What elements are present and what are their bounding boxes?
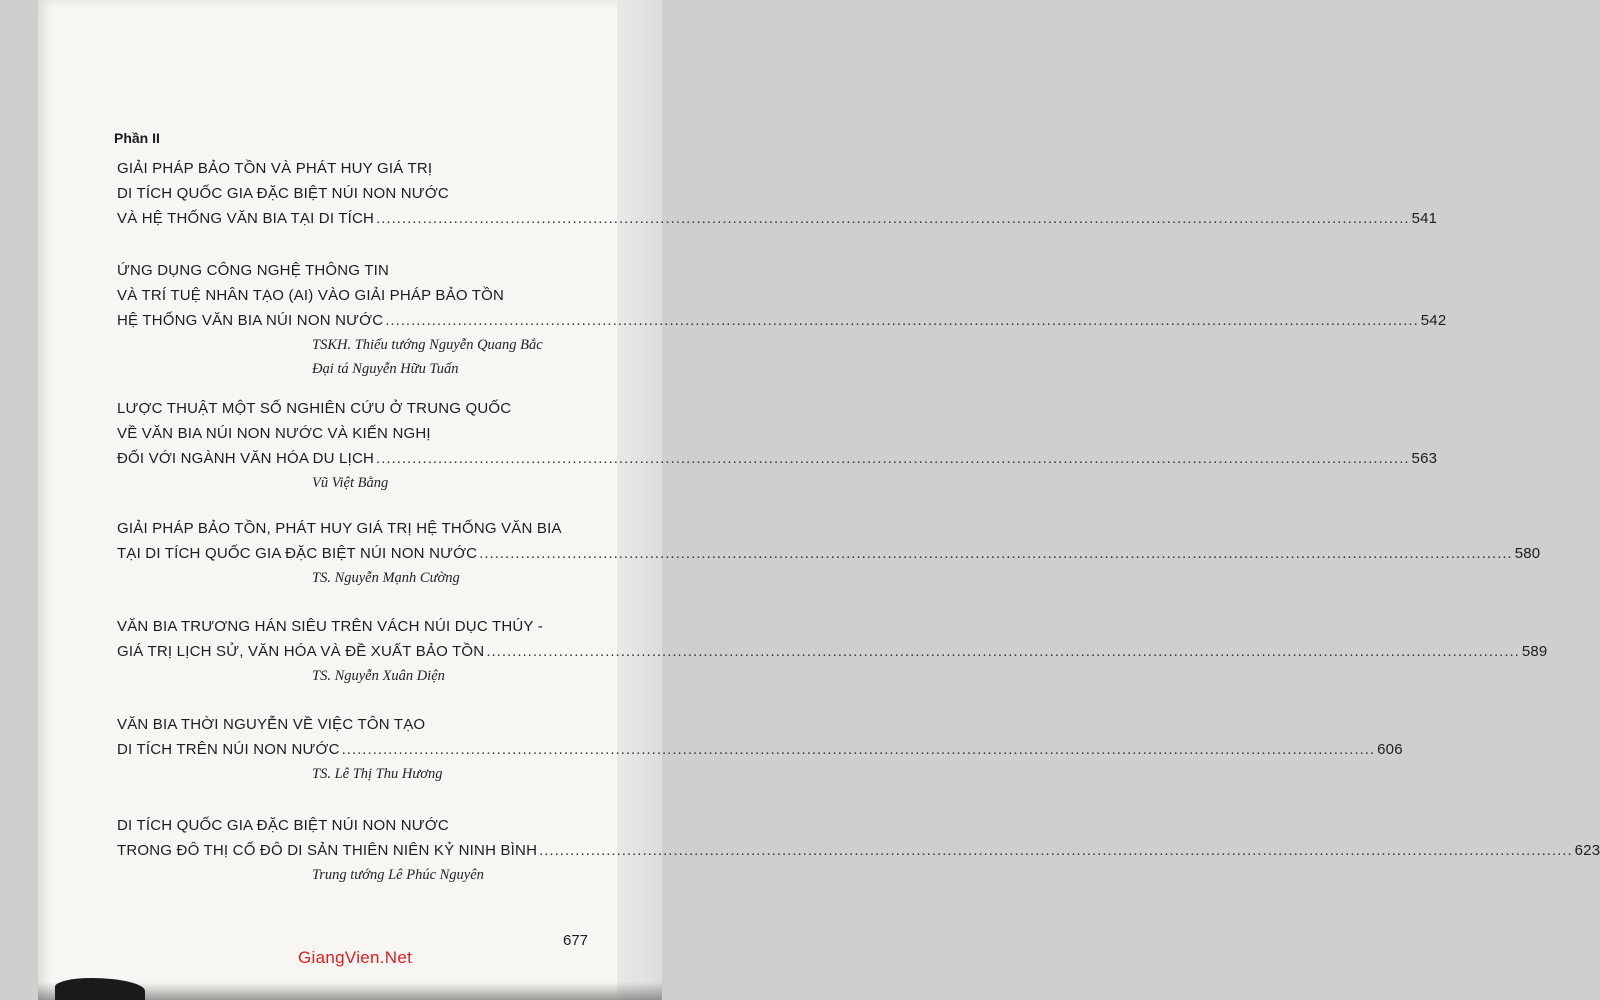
toc-entry xyxy=(117,258,1447,381)
toc-author: Trung tướng Lê Phúc Nguyên xyxy=(312,867,484,883)
toc-entry xyxy=(117,156,1438,231)
toc-title-last-line xyxy=(117,308,1447,333)
toc-entry xyxy=(117,396,1438,495)
toc-author: TS. Lê Thị Thu Hương xyxy=(312,766,443,782)
toc-title-line: VÀ HỆ THỐNG VĂN BIA TẠI DI TÍCH xyxy=(117,210,375,227)
toc-title-line: VÀ TRÍ TUỆ NHÂN TẠO (AI) VÀO GIẢI PHÁP BẢO TỒN xyxy=(117,287,505,304)
toc-title-line: ỨNG DỤNG CÔNG NGHỆ THÔNG TIN xyxy=(117,262,390,279)
toc-title-line: LƯỢC THUẬT MỘT SỐ NGHIÊN CỨU Ở TRUNG QUỐC xyxy=(117,400,512,417)
toc-author: Vũ Việt Bằng xyxy=(312,475,389,491)
toc-page-number: 606 xyxy=(1377,741,1403,758)
toc-title-line: TRONG ĐÔ THỊ CỐ ĐÔ DI SẢN THIÊN NIÊN KỶ NINH BÌNH xyxy=(117,842,538,859)
toc-title-last-line xyxy=(117,541,1541,566)
toc-title-last-line xyxy=(117,206,1438,231)
toc-title-line: DI TÍCH QUỐC GIA ĐẶC BIỆT NÚI NON NƯỚC xyxy=(117,817,449,834)
toc-title-last-line xyxy=(117,446,1438,471)
toc-page-number: 580 xyxy=(1514,545,1541,562)
dot-leader: ........................................................................................................................................................................................................ xyxy=(486,643,1520,660)
toc-title-line: GIẢI PHÁP BẢO TỒN, PHÁT HUY GIÁ TRỊ HỆ THỐNG VĂN BIA xyxy=(117,520,562,537)
toc-page-number: 542 xyxy=(1420,312,1447,329)
toc-title-line: VỀ VĂN BIA NÚI NON NƯỚC VÀ KIẾN NGHỊ xyxy=(117,425,431,442)
toc-title-line: TẠI DI TÍCH QUỐC GIA ĐẶC BIỆT NÚI NON NƯỚC xyxy=(117,545,478,562)
toc-title-last-line xyxy=(117,737,1403,762)
toc-title-line: VĂN BIA TRƯƠNG HÁN SIÊU TRÊN VÁCH NÚI DỤC THÚY - xyxy=(117,618,543,635)
toc-title-last-line xyxy=(117,838,1600,863)
watermark: GiangVien.Net xyxy=(298,948,413,967)
dot-leader: ........................................................................................................................................................................................................ xyxy=(341,741,1376,758)
dot-leader: ........................................................................................................................................................................................................ xyxy=(376,210,1410,227)
dot-leader: ........................................................................................................................................................................................................ xyxy=(479,545,1513,562)
toc-entry xyxy=(117,813,1600,887)
toc-author: TS. Nguyễn Mạnh Cường xyxy=(312,570,460,586)
page-number: 677 xyxy=(563,932,589,949)
toc-author: Đại tá Nguyễn Hữu Tuấn xyxy=(312,361,459,377)
dot-leader: ........................................................................................................................................................................................................ xyxy=(385,312,1419,329)
toc-author: TS. Nguyễn Xuân Diện xyxy=(312,668,445,684)
toc-title-line: HỆ THỐNG VĂN BIA NÚI NON NƯỚC xyxy=(117,312,384,329)
toc-title-line: GIÁ TRỊ LỊCH SỬ, VĂN HÓA VÀ ĐỀ XUẤT BẢO TỒN xyxy=(117,643,485,660)
toc-title-line: DI TÍCH QUỐC GIA ĐẶC BIỆT NÚI NON NƯỚC xyxy=(117,185,449,202)
toc-title-last-line xyxy=(117,639,1548,664)
toc-entry xyxy=(117,614,1548,688)
toc-page-number: 563 xyxy=(1411,450,1438,467)
toc-title-line: VĂN BIA THỜI NGUYỄN VỀ VIỆC TÔN TẠO xyxy=(117,716,426,733)
toc-author: TSKH. Thiếu tướng Nguyễn Quang Bắc xyxy=(312,337,543,353)
dot-leader: ........................................................................................................................................................................................................ xyxy=(539,842,1573,859)
toc-title-line: GIẢI PHÁP BẢO TỒN VÀ PHÁT HUY GIÁ TRỊ xyxy=(117,160,433,177)
toc-page-number: 541 xyxy=(1411,210,1438,227)
toc-entry xyxy=(117,516,1541,590)
toc-title-line: ĐỐI VỚI NGÀNH VĂN HÓA DU LỊCH xyxy=(117,450,375,467)
dot-leader: ........................................................................................................................................................................................................ xyxy=(376,450,1410,467)
toc-entry xyxy=(117,712,1403,786)
toc-page-number: 623 xyxy=(1574,842,1600,859)
toc-title-line: DI TÍCH TRÊN NÚI NON NƯỚC xyxy=(117,741,340,758)
toc-page-number: 589 xyxy=(1521,643,1548,660)
section-label: Phần II xyxy=(114,130,160,146)
